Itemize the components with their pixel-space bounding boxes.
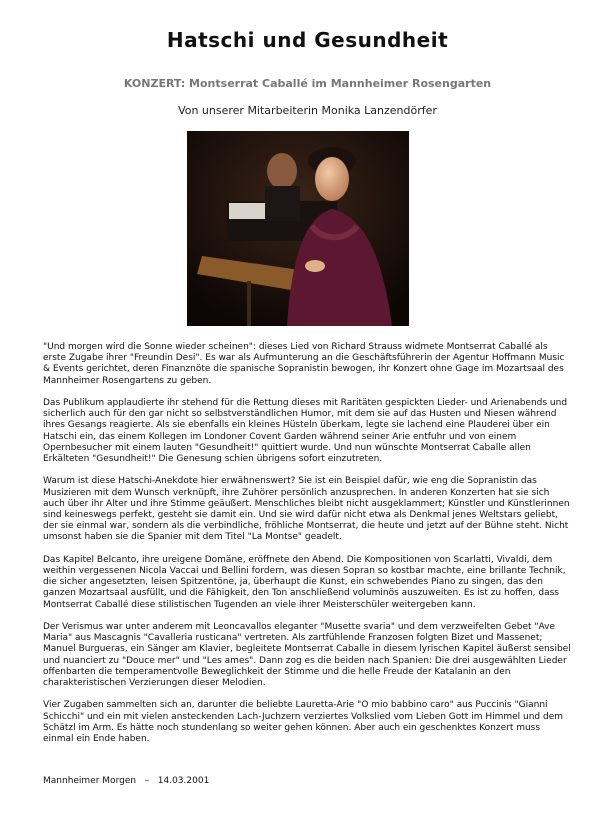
article-footer — [43, 776, 209, 786]
footer-separator: – — [144, 776, 150, 786]
concert-photo — [187, 131, 409, 326]
paragraph-5: Der Verismus war unter anderem mit Leoncavallos eleganter "Musette svaria" und dem verzweifelten Gebet "Ave Maria" aus Mascagnis "Cavalleria rusticana" vertreten. Als zartfühlende Franzosen folgten Bizet und Massenet; Manuel Burgueras, ein Sänger am Klavier, begleitete Montserrat Caballe in diesem lyrischen Kapitel äußerst sensibel und nuanciert zu "Douce mer" und "Les ames". Dann zog es die beiden nach Spanien: Die drei ausgewählten Lieder offenbarten die temperamentvolle Beweglichkeit der Stimme und die helle Freude der Katalanin an den charakteristischen Verzierungen dieser Melodien. — [43, 622, 571, 689]
concert-photo-illustration — [187, 131, 409, 326]
paragraph-2: Das Publikum applaudierte ihr stehend für die Rettung dieses mit Raritäten gespickten Lieder- und Arienabends und sicherlich auch für den gar nicht so selbstverständlichen Humor, mit dem sie auf das Husten und Niesen während ihres Gesangs reagierte. Als sie ebenfalls ein kleines Hüsteln überkam, legte sie lachend eine Plauderei über ein Hatschi ein, das einem Kollegen im Londoner Covent Garden während seiner Arie entfuhr und von einem Opernbesucher mit einem lauten "Gesundheit!" quittiert wurde. Und nun wünschte Montserrat Caballe allen Erkälteten "Gesundheit!" Die Genesung schien übrigens sofort einzutreten. — [43, 398, 568, 465]
paragraph-6: Vier Zugaben sammelten sich an, darunter die beliebte Lauretta-Arie "O mio babbino caro" aus Puccinis "Gianni Schicchi" und ein mit vielen ansteckenden Lach-Juchzern verziertes Volkslied vom Lieben Gott im Himmel und dem Schätzl im Arm. Es hätte noch stundenlang so weiter gehen können. Aber auch ein geschenktes Konzert muss einmal ein Ende haben. — [43, 700, 564, 745]
article-byline: Von unserer Mitarbeiterin Monika Lanzendörfer — [178, 104, 437, 117]
paragraph-3: Warum ist diese Hatschi-Anekdote hier erwähnenswert? Sie ist ein Beispiel dafür, wie eng die Sopranistin das Musizieren mit dem Wunsch verknüpft, ihre Zuhörer persönlich anzusprechen. In anderen Konzerten hat sie sich auch über ihr Alter und ihre Stimme geäußert. Menschliches bleibt nicht ausgeklammert; Künstler und Künstlerinnen sind keineswegs perfekt, gesteht sie damit ein. Und sie wird dafür nicht etwa als Denkmal jenes Weltstars geliebt, der sie einmal war, sondern als die verbindliche, fröhliche Montserrat, die heute und jetzt auf der Bühne steht. Nicht umsonst haben sie die Spanier mit dem Titel "La Montse" geadelt. — [43, 476, 570, 543]
article-title: Hatschi und Gesundheit — [166, 28, 449, 52]
paragraph-4: Das Kapitel Belcanto, ihre ureigene Domäne, eröffnete den Abend. Die Kompositionen von Scarlatti, Vivaldi, dem weithin vergessenen Nicola Vaccai und Bellini fordern, was diesen Sopran so kostbar machte, eine brillante Technik, die sicher angesetzten, leisen Spitzentöne, ja, überhaupt die Kunst, ein schwebendes Piano zu singen, das den ganzen Mozartsaal ausfüllt, und die Fähigkeit, den Ton anschließend voluminös auszuweiten. Es ist zu hoffen, dass Montserrat Caballé diese stilistischen Tugenden an viele ihrer Meisterschüler weitergeben kann. — [43, 554, 566, 610]
publication-date: 14.03.2001 — [157, 776, 210, 786]
article-subtitle: KONZERT: Montserrat Caballé im Mannheimer Rosengarten — [123, 77, 492, 90]
article-body — [43, 342, 573, 756]
source-name: Mannheimer Morgen — [43, 776, 137, 786]
paragraph-1: "Und morgen wird die Sonne wieder scheinen": dieses Lied von Richard Strauss widmete Montserrat Caballé als erste Zugabe ihrer "Freundin Desi". Es war als Aufmunterung an die Geschäftsführerin der Agentur Hoffmann Music & Events gerichtet, deren Finanznöte die spanische Sopranistin bewogen, ihr Konzert ohne Gage im Mozartsaal des Mannheimer Rosengartens zu geben. — [43, 342, 565, 386]
